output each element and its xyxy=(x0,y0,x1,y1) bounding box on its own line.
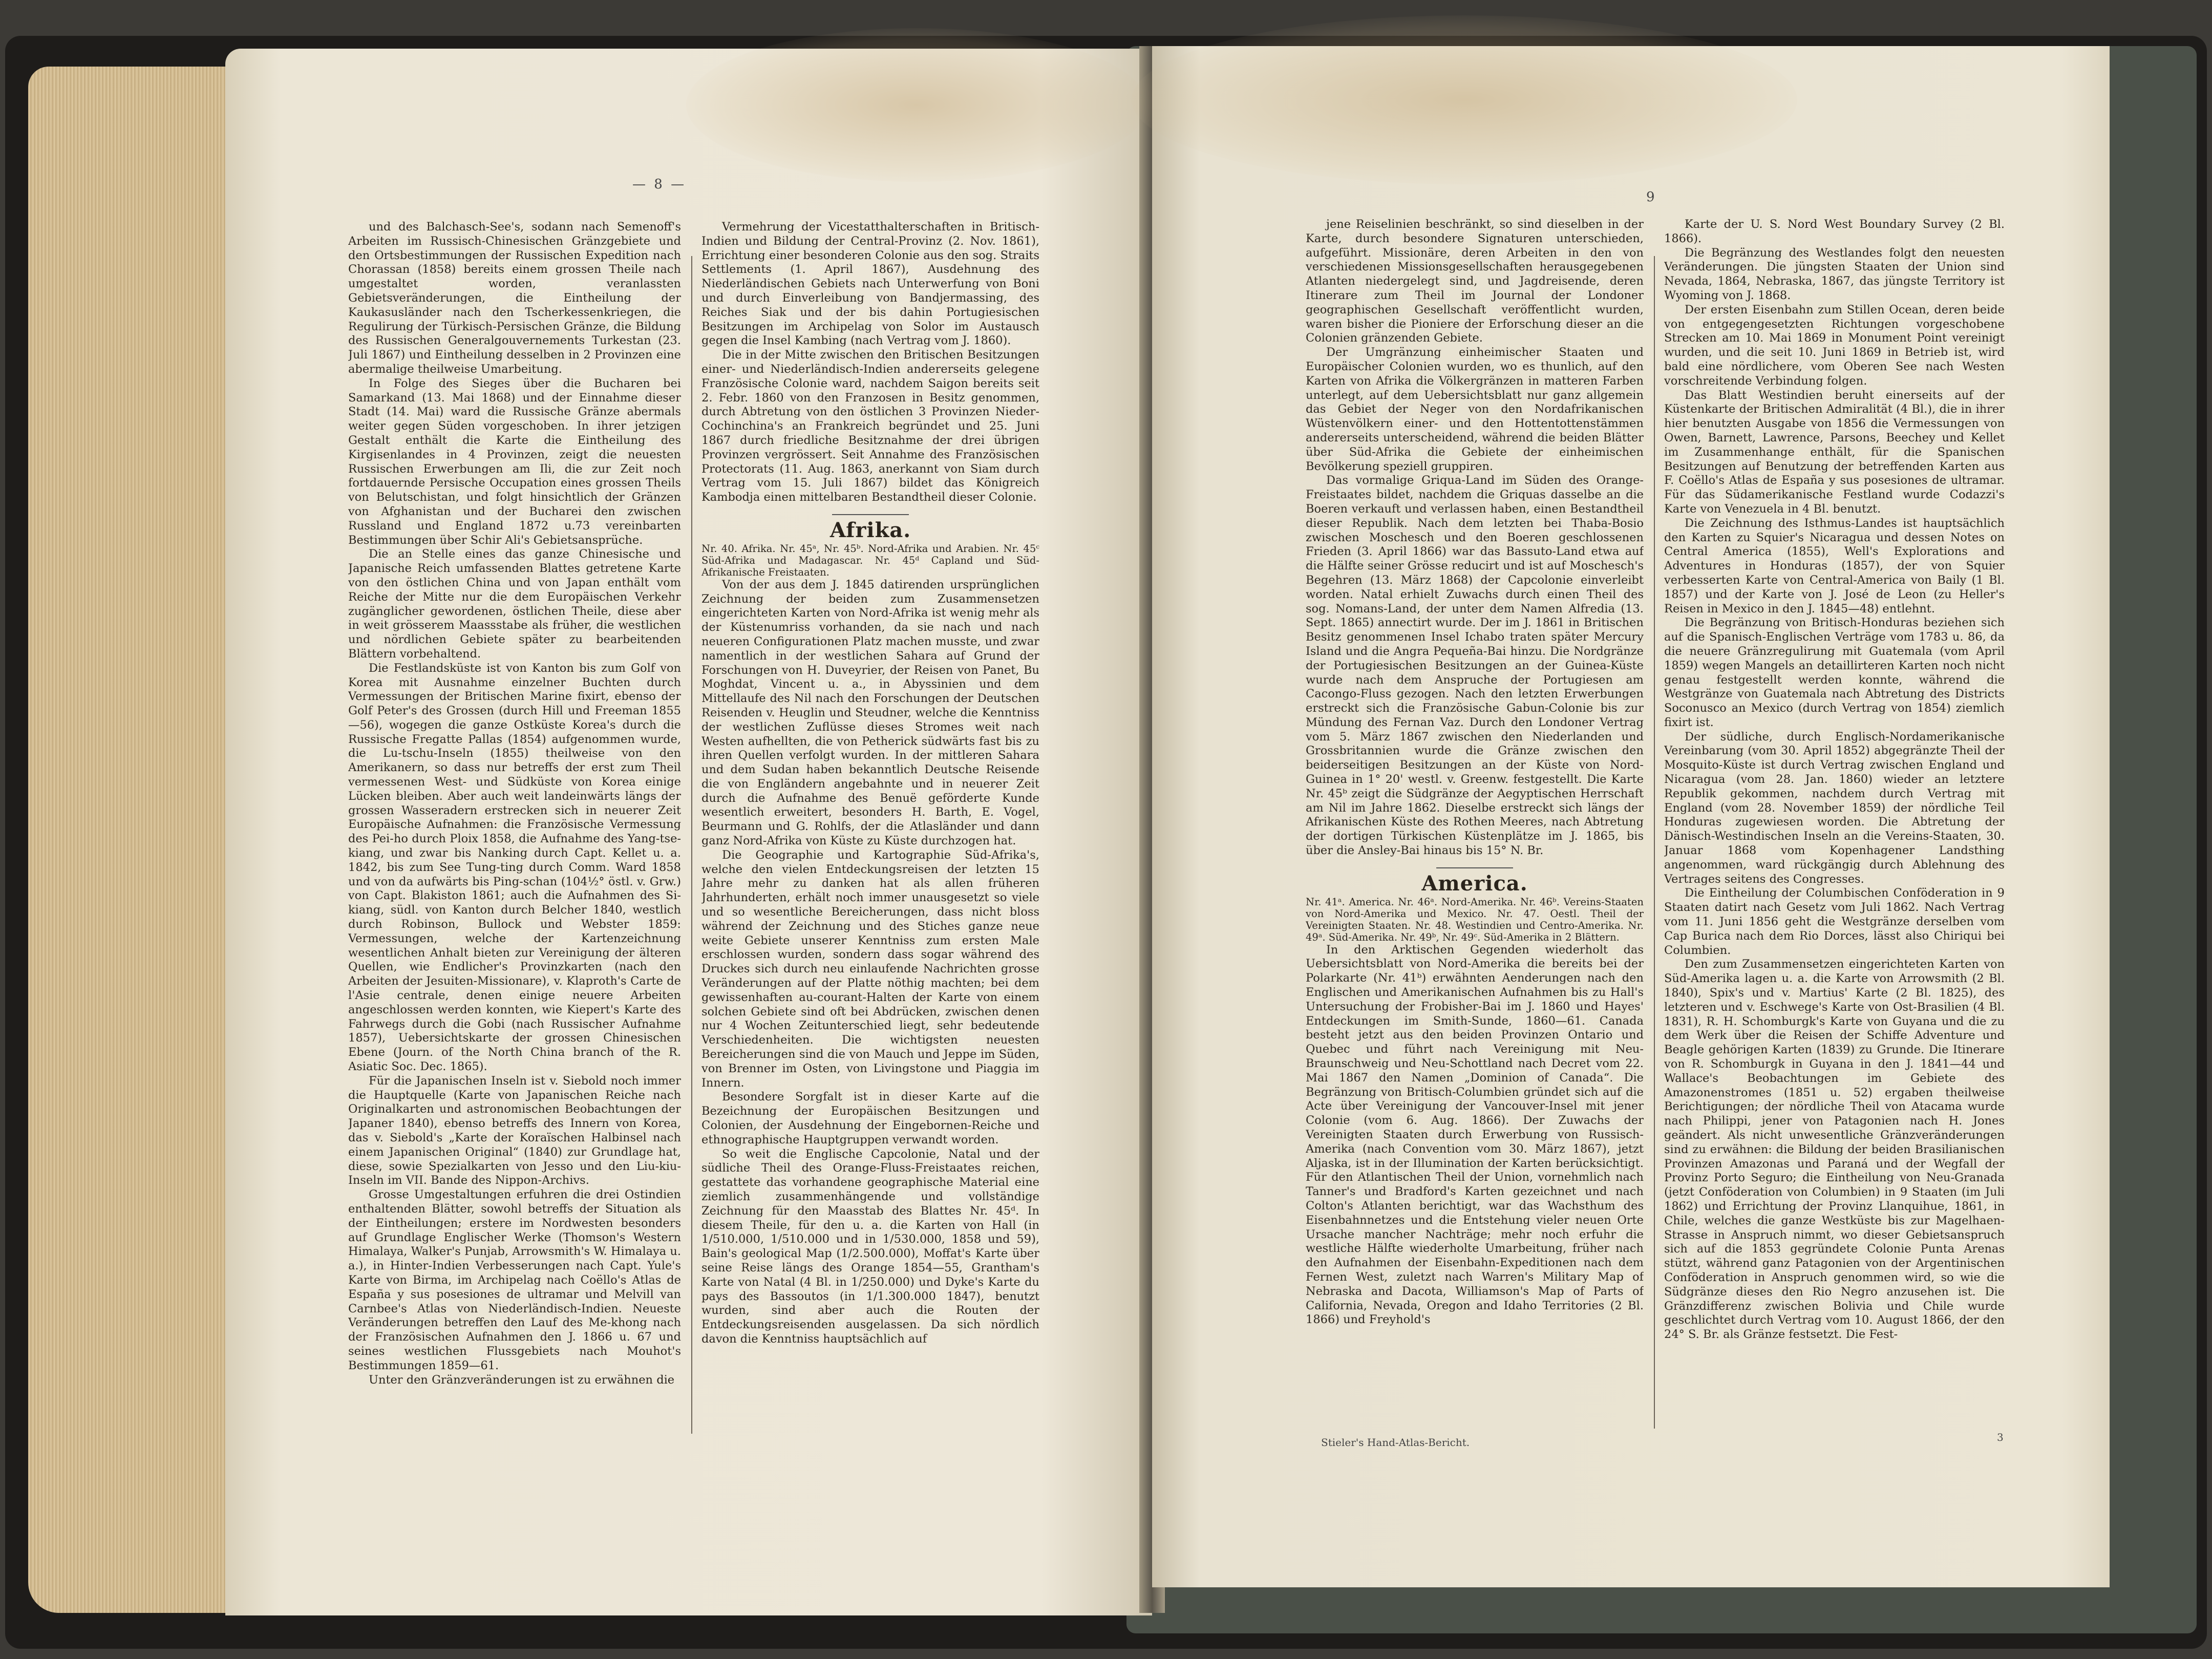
paragraph: Der Umgränzung einheimischer Staaten und Europäischer Colonien wurden, wo es thunlich, auf den Karten von Afrika die Völkergränzen in matteren Farben unterlegt, auf dem Uebersichtsblatt nur ganz allgemein das Gebiet der Neger von den Nordafrikanischen Wüstenvölkern einer- und den Hottentottenstämmen andererseits unterscheidend, während die beiden Blätter über Süd-Afrika die Gebiete der einheimischen Bevölkerung speziell gruppiren. xyxy=(1306,346,1644,473)
page-number: — 8 — xyxy=(632,177,687,192)
column-divider xyxy=(1654,256,1655,1429)
left-column-2 xyxy=(701,220,1039,1439)
paragraph: Von der aus dem J. 1845 datirenden ursprünglichen Zeichnung der beiden zum Zusammensetzen eingerichteten Karten von Nord-Afrika ist wenig mehr als der Küstenumriss vorhanden, da sie nach und nach neueren Configurationen Platz machen musste, und zwar namentlich in der westlichen Sahara auf Grund der Forschungen von H. Duveyrier, der Reisen von Panet, Bu Moghdat, Vincent u. a., in Abyssinien und dem Mittellaufe des Nil nach den Forschungen der Deutschen Reisenden v. Heuglin und Steudner, welche die Kenntniss der westlichen Zuflüsse dieses Stromes weit nach Westen aufhellten, die von Petherick südwärts fast bis zu ihren Quellen verfolgt wurden. In der mittleren Sahara und dem Sudan haben bekanntlich Deutsche Reisende die von Engländern angebahnte und in neuerer Zeit durch die Aufnahme des Benuë geförderte Kunde wesentlich erweitert, besonders H. Barth, E. Vogel, Beurmann und G. Rohlfs, der die Atlasländer und dann ganz Nord-Afrika von Küste zu Küste durchzogen hat. xyxy=(701,578,1039,848)
sheet-list: Nr. 41ᵃ. America. Nr. 46ᵃ. Nord-Amerika. Nr. 46ᵇ. Vereins-Staaten von Nord-Amerika und Mexico. Nr. 47. Oestl. Theil der Vereinigten Staaten. Nr. 48. Westindien und Centro-Amerika. Nr. 49ᵃ. Süd-Amerika. Nr. 49ᵇ, Nr. 49ᶜ. Süd-Amerika in 2 Blättern. xyxy=(1306,896,1644,943)
sheet-list: Nr. 40. Afrika. Nr. 45ᵃ, Nr. 45ᵇ. Nord-Afrika und Arabien. Nr. 45ᶜ Süd-Afrika und Madagascar. Nr. 45ᵈ Capland und Süd-Afrikanische Freistaaten. xyxy=(701,542,1039,578)
right-column-2 xyxy=(1664,218,2005,1426)
left-column-1 xyxy=(348,220,681,1429)
paragraph: In Folge des Sieges über die Bucharen bei Samarkand (13. Mai 1868) und der Einnahme dieser Stadt (14. Mai) ward die Russische Gränze abermals weiter gegen Süden vorgeschoben. In ihrer jetzigen Gestalt enthält die Karte die Eintheilung des Kirgisenlandes in 4 Provinzen, zeigt die neuesten Russischen Erwerbungen am Ili, die zur Zeit noch fortdauernde Persische Occupation eines grossen Theils von Belutschistan, und folgt hinsichtlich der Gränzen von Afghanistan und der Bucharei den zwischen Russland und England 1872 u.73 vereinbarten Bestimmungen über Schir Ali's Gebietsansprüche. xyxy=(348,376,681,547)
paragraph: Den zum Zusammensetzen eingerichteten Karten von Süd-Amerika lagen u. a. die Karte von Arrowsmith (2 Bl. 1840), Spix's und v. Martius' Karte (2 Bl. 1825), des letzteren und v. Eschwege's Karte von Ost-Brasilien (4 Bl. 1831), R. H. Schomburgk's Karte von Guyana und die zu dem Werk über die Reisen der Schiffe Adventure und Beagle gehörigen Karten (1839) zu Grunde. Die Itinerare von R. Schomburgk in Guyana in den J. 1841—44 und Wallace's Beobachtungen im Gebiete des Amazonenstromes (1851 u. 52) ergaben theilweise Berichtigungen; der nördliche Theil von Atacama wurde nach Philippi, jener von Patagonien nach H. Jones geändert. Als nicht unwesentliche Gränzveränderungen sind zu erwähnen: die Bildung der beiden Brasilianischen Provinzen Amazonas und Paraná und der Wegfall der Provinz Porto Seguro; die Eintheilung von Neu-Granada (jetzt Conföderation von Columbien) in 9 Staaten (im Juli 1862) und Errichtung der Provinz Llanquihue, 1861, in Chile, welches die ganze Westküste bis zur Magelhaen-Strasse in Anspruch nimmt, wo dieser Gebietsanspruch sich auf die 1853 gegründete Colonie Punta Arenas stützt, während ganz Patagonien von der Argentinischen Conföderation in Anspruch genommen wird, so wie die Südgränze dieses den Rio Negro anzusehen ist. Die Gränzdifferenz zwischen Bolivia und Chile wurde geschlichtet durch Vertrag vom 10. August 1866, der den 24° S. Br. als Gränze festsetzt. Die Fest- xyxy=(1664,958,2005,1342)
paragraph: Besondere Sorgfalt ist in dieser Karte auf die Bezeichnung der Europäischen Besitzungen und Colonien, der Ausdehnung der Eingebornen-Reiche und ethnographische Hauptgruppen verwandt worden. xyxy=(701,1090,1039,1146)
paragraph: Die Eintheilung der Columbischen Conföderation in 9 Staaten datirt nach Gesetz vom Juli 1862. Nach Vertrag vom 11. Juni 1856 geht die Westgränze derselben vom Cap Burica nach dem Rio Dorces, lässt also Chiriqui bei Columbien. xyxy=(1664,886,2005,957)
paragraph: Die Festlandsküste ist von Kanton bis zum Golf von Korea mit Ausnahme einzelner Buchten durch Vermessungen der Britischen Marine fixirt, ebenso der Golf Peter's des Grossen (durch Hill und Freeman 1855—56), wogegen die ganze Ostküste Korea's durch die Russische Fregatte Pallas (1854) aufgenommen wurde, die Lu-tschu-Inseln (1855) theilweise von den Amerikanern, so dass nur betreffs der erst zum Theil vermessenen West- und Südküste von Korea einige Lücken bleiben. Aber auch weit landeinwärts längs der grossen Wasseradern erstrecken sich in neuerer Zeit Europäische Aufnahmen: die Französische Vermessung des Pei-ho durch Ploix 1858, die Aufnahme des Yang-tse-kiang, und zwar bis Nanking durch Capt. Kellet u. a. 1842, bis zum See Tung-ting durch Comm. Ward 1858 und von da aufwärts bis Ping-schan (104½° östl. v. Grw.) von Capt. Blakiston 1861; auch die Aufnahmen des Si-kiang, südl. von Kanton durch Belcher 1840, westlich durch Robinson, Bullock und Webster 1859: Vermessungen, welche der Kartenzeichnung wesentlichen Anhalt bieten zur Vereinigung der älteren Quellen, wie Endlicher's Provinzkarten (nach den Arbeiten der Jesuiten-Missionare), v. Klaproth's Carte de l'Asie centrale, denen einige neuere Arbeiten angeschlossen werden konnten, wie Kiepert's Karte des Fahrwegs durch die Gobi (nach Russischer Aufnahme 1857), Uebersichtskarte der grossen Chinesischen Ebene (Journ. of the North China branch of the R. Asiatic Soc. Dec. 1865). xyxy=(348,661,681,1074)
section-heading-afrika: Afrika. xyxy=(830,518,911,542)
paragraph: Unter den Gränzveränderungen ist zu erwähnen die xyxy=(369,1373,675,1387)
page-number: 9 xyxy=(1646,189,1657,205)
paragraph: und des Balchasch-See's, sodann nach Semenoff's Arbeiten im Russisch-Chinesischen Gränzgebiete und den Ortsbestimmungen der Russischen Expedition nach Chorassan (1858) bereits einem grossen Theile nach umgestaltet worden, veranlassten Gebietsveränderungen, die Eintheilung der Kaukasusländer nach den Tscherkessenkriegen, die Regulirung der Türkisch-Persischen Gränze, die Bildung des Russischen Generalgouvernements Turkestan (23. Juli 1867) und Eintheilung desselben in 2 Provinzen eine abermalige theilweise Umarbeitung. xyxy=(348,220,681,376)
paragraph: jene Reiselinien beschränkt, so sind dieselben in der Karte, durch besondere Signaturen unterschieden, aufgeführt. Missionäre, deren Arbeiten in den von verschiedenen Missionsgesellschaften herausgegebenen Atlanten niedergelegt sind, und Jagdreisende, deren Itinerare zum Theil im Journal der Londoner geographischen Gesellschaft veröffentlicht wurden, waren bisher die Pioniere der Erforschung dieser an die Colonien gränzenden Gebiete. xyxy=(1306,218,1644,345)
paragraph: Die Geographie und Kartographie Süd-Afrika's, welche den vielen Entdeckungsreisen der letzten 15 Jahre mehr zu danken hat als allen früheren Jahrhunderten, erhält noch immer unausgesetzt so viele und so wesentliche Bereicherungen, dass nicht bloss während der Zeichnung und des Stiches ganze neue weite Gebiete unserer Kenntniss zum ersten Male erschlossen wurden, sondern dass sogar während des Druckes sich durch neu einlaufende Nachrichten grosse Veränderungen auf der Platte nöthig machten; bei dem gewissenhaften au-courant-Halten der Karte von einem solchen Gebiete sind oft bei Abdrücken, zwischen denen nur 4 Wochen Zeitunterschied liegt, sehr bedeutende Verschiedenheiten. Die wichtigsten neuesten Bereicherungen sind die von Mauch und Jeppe im Süden, von Brenner im Osten, von Livingstone und Piaggia im Innern. xyxy=(701,848,1039,1090)
paragraph: In den Arktischen Gegenden wiederholt das Uebersichtsblatt von Nord-Amerika die bereits bei der Polarkarte (Nr. 41ᵇ) erwähnten Aenderungen nach den Englischen und Amerikanischen Aufnahmen bis zu Hall's Untersuchung der Frobisher-Bai im J. 1860 und Hayes' Entdeckungen im Smith-Sunde, 1860—61. Canada besteht jetzt aus den beiden Provinzen Ontario und Quebec und führt nach Vereinigung mit Neu-Braunschweig und Neu-Schottland nach Decret vom 22. Mai 1867 den Namen „Dominion of Canada“. Die Begränzung von Britisch-Columbien gründet sich auf die Acte über Vereinigung der Vancouver-Insel mit jener Colonie (vom 6. Aug. 1866). Der Zuwachs der Vereinigten Staaten durch Erwerbung von Russisch-Amerika (nach Convention vom 30. März 1867), jetzt Aljaska, ist in der Illumination der Karten berücksichtigt. Für den Atlantischen Theil der Union, vornehmlich nach Tanner's und Bradford's Karten gezeichnet und nach Colton's Atlanten berichtigt, war das Wachsthum des Eisenbahnnetzes und die Entstehung vieler neuen Orte Ursache mancher Nachträge; mehr noch erfuhr die westliche Hälfte wiederholte Umarbeitung, früher nach den Aufnahmen der Eisenbahn-Expeditionen nach dem Fernen West, zuletzt nach Warren's Military Map of Nebraska and Dacota, Williamson's Map of Parts of California, Nevada, Oregon and Idaho Territories (2 Bl. 1866) und Freyhold's xyxy=(1306,943,1644,1327)
paragraph: Die an Stelle eines das ganze Chinesische und Japanische Reich umfassenden Blattes getretene Karte von den östlichen China und von Japan enthält vom Reiche der Mitte nur die dem Europäischen Verkehr zugänglicher gewordenen, östlichen Theile, diese aber in weit grösserem Maassstabe als früher, die westlichen und nördlichen Gebiete später zu bearbeitenden Blättern vorbehaltend. xyxy=(348,547,681,661)
paragraph: Karte der U. S. Nord West Boundary Survey (2 Bl. 1866). xyxy=(1664,218,2005,245)
paragraph: Für die Japanischen Inseln ist v. Siebold noch immer die Hauptquelle (Karte von Japanischen Reiche nach Originalkarten und astronomischen Beobachtungen der Japaner 1840), ebenso betreffs des Innern von Korea, das v. Siebold's „Karte der Koraïschen Halbinsel nach einem Japanischen Original“ (1840) zur Grundlage hat, diese, sowie Spezialkarten von Jesso und den Liu-kiu-Inseln im VII. Bande des Nippon-Archivs. xyxy=(348,1074,681,1187)
column-divider xyxy=(691,256,692,1434)
paragraph: Die in der Mitte zwischen den Britischen Besitzungen einer- und Niederländisch-Indien andererseits gelegene Französische Colonie ward, nachdem Saigon bereits seit 2. Febr. 1860 von den Franzosen in Besitz genommen, durch Abtretung von den östlichen 3 Provinzen Nieder-Cochinchina's an Frankreich begründet und 25. Juni 1867 durch friedliche Besitznahme der drei übrigen Provinzen vergrössert. Seit Annahme des Französischen Protectorats (11. Aug. 1863, anerkannt von Siam durch Vertrag vom 15. Juli 1867) bildet das Königreich Kambodja einen mittelbaren Bestandtheil dieser Colonie. xyxy=(701,348,1039,504)
paragraph: So weit die Englische Capcolonie, Natal und der südliche Theil des Orange-Fluss-Freistaates reichen, gestattete das vorhandene geographische Material eine ziemlich zusammenhängende und vollständige Zeichnung für den Maasstab des Blattes Nr. 45ᵈ. In diesem Theile, für den u. a. die Karten von Hall (in 1/510.000, 1/510.000 und in 1/530.000, 1858 und 59), Bain's geological Map (1/2.500.000), Moffat's Karte über seine Reise längs des Orange 1854—55, Grantham's Karte von Natal (4 Bl. in 1/250.000) und Dyke's Karte du pays des Bassoutos (in 1/1.300.000 1847), benutzt wurden, sind aber auch die Routen der Entdeckungsreisenden ausgelassen. Da sich nördlich davon die Kenntniss hauptsächlich auf xyxy=(701,1147,1039,1346)
paragraph: Das Blatt Westindien beruht einerseits auf der Küstenkarte der Britischen Admiralität (4 Bl.), die in ihrer hier benutzten Ausgabe von 1856 die Vermessungen von Owen, Barnett, Lawrence, Parsons, Beechey und Kellet im Zusammenhange enthält, für die Spanischen Besitzungen auf Benutzung der betreffenden Karten aus F. Coëllo's Atlas de España y sus posesiones de ultramar. Für das Südamerikanische Festland wurde Codazzi's Karte von Venezuela in 4 Bl. benutzt. xyxy=(1664,388,2005,516)
paragraph: Der ersten Eisenbahn zum Stillen Ocean, deren beide von entgegengesetzten Richtungen vorgeschobene Strecken am 10. Mai 1869 in Monument Point vereinigt wurden, und die seit 10. Juni 1869 in Betrieb ist, wird bald eine nördlichere, vom Oberen See nach Westen vorschreitende Verbindung folgen. xyxy=(1664,303,2005,388)
section-rule xyxy=(1436,867,1513,868)
paragraph: Der südliche, durch Englisch-Nordamerikanische Vereinbarung (vom 30. April 1852) abgegränzte Theil der Mosquito-Küste ist durch Vertrag zwischen England und Nicaragua (vom 28. Jan. 1860) wieder an letztere Republik gekommen, nachdem durch Vertrag mit England (vom 28. November 1859) der nördliche Teil Honduras zugewiesen worden. Die Abtretung der Dänisch-Westindischen Inseln an die Vereins-Staaten, 30. Januar 1868 vom Kopenhagener Landsthing angenommen, ward rückgängig durch Ablehnung des Vertrages seitens des Congresses. xyxy=(1664,730,2005,886)
paragraph: Vermehrung der Vicestatthalterschaften in Britisch-Indien und Bildung der Central-Provinz (2. Nov. 1861), Errichtung einer besonderen Colonie aus den sog. Straits Settlements (1. April 1867), Ausdehnung des Niederländischen Gebiets nach Unterwerfung von Boni und durch Einverleibung von Bandjermassing, des Reiches Siak und der bis dahin Portugiesischen Besitzungen im Archipelag von Solor im Austausch gegen die Insel Kambing (nach Vertrag vom J. 1860). xyxy=(701,220,1039,348)
paragraph: Grosse Umgestaltungen erfuhren die drei Ostindien enthaltenden Blätter, sowohl betreffs der Situation als der Eintheilungen; erstere im Nordwesten besonders auf Grundlage Englischer Werke (Thomson's Western Himalaya, Walker's Punjab, Arrowsmith's W. Himalaya u. a.), in Hinter-Indien Verbesserungen nach Capt. Yule's Karte von Birma, im Archipelag nach Coëllo's Atlas de España y sus posesiones de ultramar und Melvill van Carnbee's Atlas von Niederländisch-Indien. Neueste Veränderungen betreffen den Lauf des Me-khong nach der Französischen Aufnahmen den J. 1866 u. 67 und seines westlichen Flussgebiets nach Mouhot's Bestimmungen 1859—61. xyxy=(348,1188,681,1372)
paragraph: Das vormalige Griqua-Land im Süden des Orange-Freistaates bildet, nachdem die Griquas dasselbe an die Boeren verkauft und verlassen haben, einen Bestandtheil dieser Republik. Nach dem letzten bei Thaba-Bosio zwischen Moschesch und den Boeren geschlossenen Frieden (3. April 1866) war das Bassuto-Land etwa auf die Hälfte seiner Grösse reducirt und ist auf Moschesch's Begehren (13. März 1868) der Capcolonie einverleibt worden. Natal erhielt Zuwachs durch einen Theil des sog. Nomans-Land, der unter dem Namen Alfredia (13. Sept. 1865) annectirt wurde. Der im J. 1861 in Britischen Besitz genommenen Insel Ichabo traten später Mercury Island und die Angra Pequeña-Bai hinzu. Die Nordgränze der Portugiesischen Besitzungen an der Guinea-Küste wurde nach dem Anspruche der Portugiesen am Cacongo-Fluss gezogen. Nach den letzten Erwerbungen erstreckt sich die Französische Gabun-Colonie bis zur Mündung des Fernan Vaz. Durch den Londoner Vertrag vom 5. März 1867 zwischen den Niederlanden und Grossbritannien wurde die Gränze zwischen den beiderseitigen Besitzungen an der Küste von Nord-Guinea in 1° 20' westl. v. Greenw. festgestellt. Die Karte Nr. 45ᵇ zeigt die Südgränze der Aegyptischen Herrschaft am Nil im Jahre 1862. Dieselbe erstreckt sich längs der Afrikanischen Küste des Rothen Meeres, nach Abtretung der dortigen Türkischen Küstenplätze im J. 1865, bis über die Ansley-Bai hinaus bis 15° N. Br. xyxy=(1306,474,1644,858)
paragraph: Die Begränzung von Britisch-Honduras beziehen sich auf die Spanisch-Englischen Verträge vom 1783 u. 86, da die neuere Gränzregulirung mit Guatemala (vom April 1859) wegen Mangels an detaillirteren Karten noch nicht genau festgestellt werden konnte, während die Westgränze von Guatemala nach Abtretung des Districts Soconusco an Mexico (durch Vertrag von 1854) ziemlich fixirt ist. xyxy=(1664,616,2005,729)
paragraph: Die Zeichnung des Isthmus-Landes ist hauptsächlich den Karten zu Squier's Nicaragua und dessen Notes on Central America (1855), Well's Explorations and Adventures in Honduras (1857), der von Squier verbesserten Karte von Central-America von Baily (1 Bl. 1857) und der Karte von J. José de Leon (zu Heller's Reisen in Mexico in den J. 1845—48) entlehnt. xyxy=(1664,516,2005,615)
paragraph: Die Begränzung des Westlandes folgt den neuesten Veränderungen. Die jüngsten Staaten der Union sind Nevada, 1864, Nebraska, 1867, das jüngste Territory ist Wyoming von J. 1868. xyxy=(1664,246,2005,302)
left-page xyxy=(225,49,1152,1615)
signature-mark: 3 xyxy=(1997,1431,2004,1443)
water-stain xyxy=(686,28,1147,182)
section-rule xyxy=(832,514,909,515)
right-column-1 xyxy=(1306,218,1644,1436)
water-stain xyxy=(1132,15,1797,184)
right-page xyxy=(1152,46,2110,1587)
page-edges xyxy=(28,67,243,1613)
footer-title: Stieler's Hand-Atlas-Bericht. xyxy=(1321,1436,1470,1449)
section-heading-america: America. xyxy=(1421,871,1528,896)
